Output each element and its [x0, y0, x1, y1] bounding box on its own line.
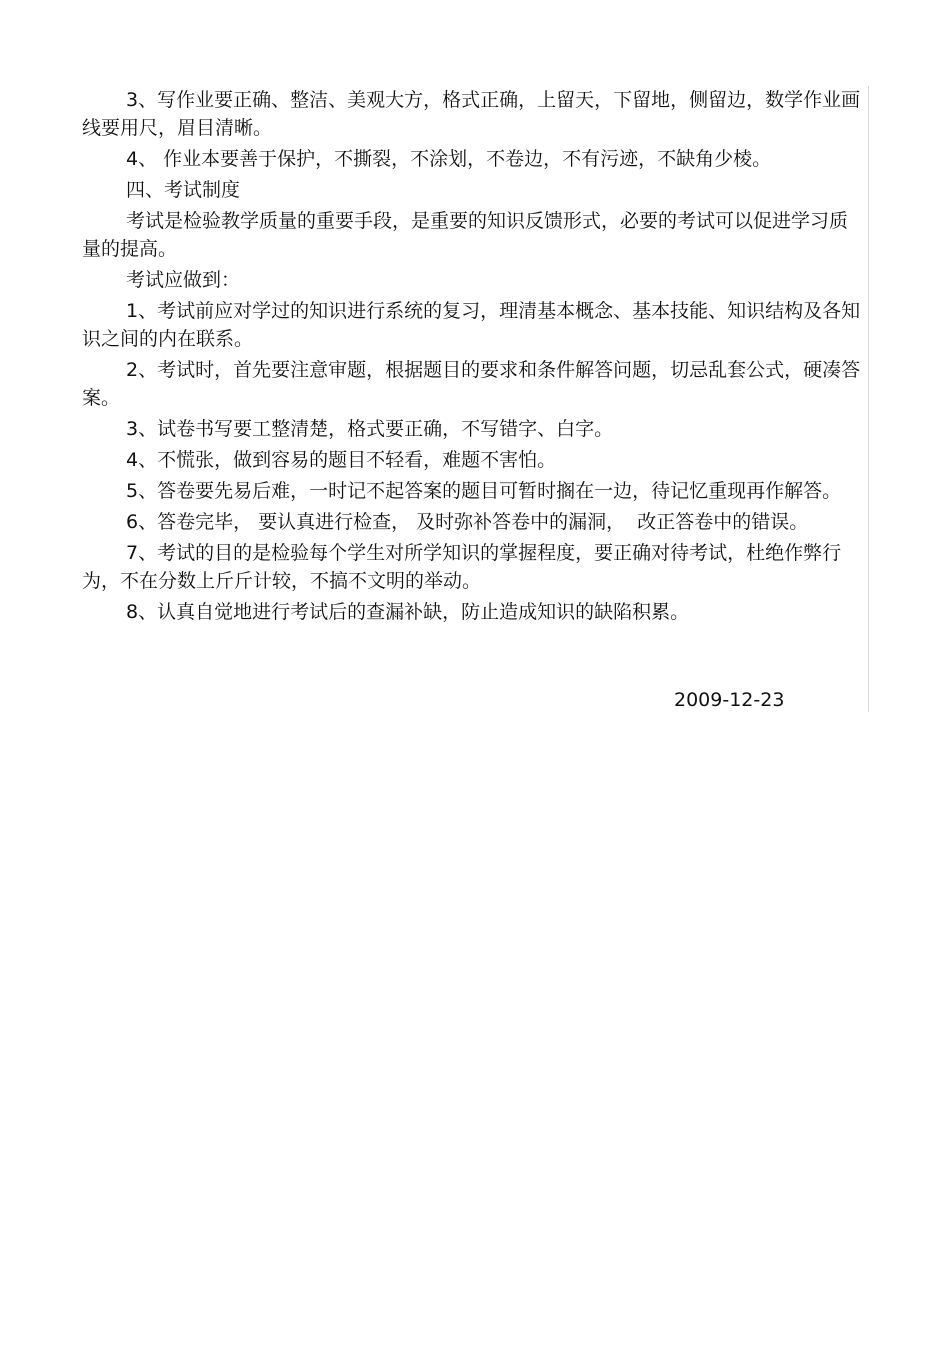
paragraph-exam-5: 5、答卷要先易后难，一时记不起答案的题目可暂时搁在一边，待记忆重现再作解答。	[126, 480, 842, 502]
document-date: 2009-12-23	[674, 689, 785, 711]
paragraph-homework-4: 4、 作业本要善于保护，不撕裂，不涂划，不卷边，不有污迹，不缺角少棱。	[126, 148, 772, 170]
paragraph-homework-3: 3、写作业要正确、整洁、美观大方，格式正确，上留天，下留地，侧留边，数学作业画线要用尺，眉目清晰。	[82, 89, 861, 139]
paragraph-exam-3: 3、试卷书写要工整清楚，格式要正确，不写错字、白字。	[126, 418, 614, 440]
paragraph-exam-requirements: 考试应做到：	[126, 269, 241, 291]
paragraph-exam-8: 8、认真自觉地进行考试后的查漏补缺，防止造成知识的缺陷积累。	[126, 601, 690, 623]
paragraph-exam-7: 7、考试的目的是检验每个学生对所学知识的掌握程度，要正确对待考试，杜绝作弊行为，不在分数上斤斤计较，不搞不文明的举动。	[82, 542, 842, 592]
paragraph-exam-1: 1、考试前应对学过的知识进行系统的复习，理清基本概念、基本技能、知识结构及各知识之间的内在联系。	[82, 300, 861, 350]
right-margin-rule	[868, 86, 869, 712]
paragraph-exam-2: 2、考试时，首先要注意审题，根据题目的要求和条件解答问题，切忌乱套公式，硬凑答案。	[82, 359, 861, 409]
section-heading-exam-system: 四、考试制度	[126, 179, 241, 201]
paragraph-exam-4: 4、不慌张，做到容易的题目不轻看，难题不害怕。	[126, 449, 557, 471]
document-body	[82, 86, 862, 629]
paragraph-exam-6: 6、答卷完毕， 要认真进行检查， 及时弥补答卷中的漏洞， 改正答卷中的错误。	[126, 511, 809, 533]
paragraph-exam-intro: 考试是检验教学质量的重要手段，是重要的知识反馈形式，必要的考试可以促进学习质量的提高。	[82, 210, 849, 260]
